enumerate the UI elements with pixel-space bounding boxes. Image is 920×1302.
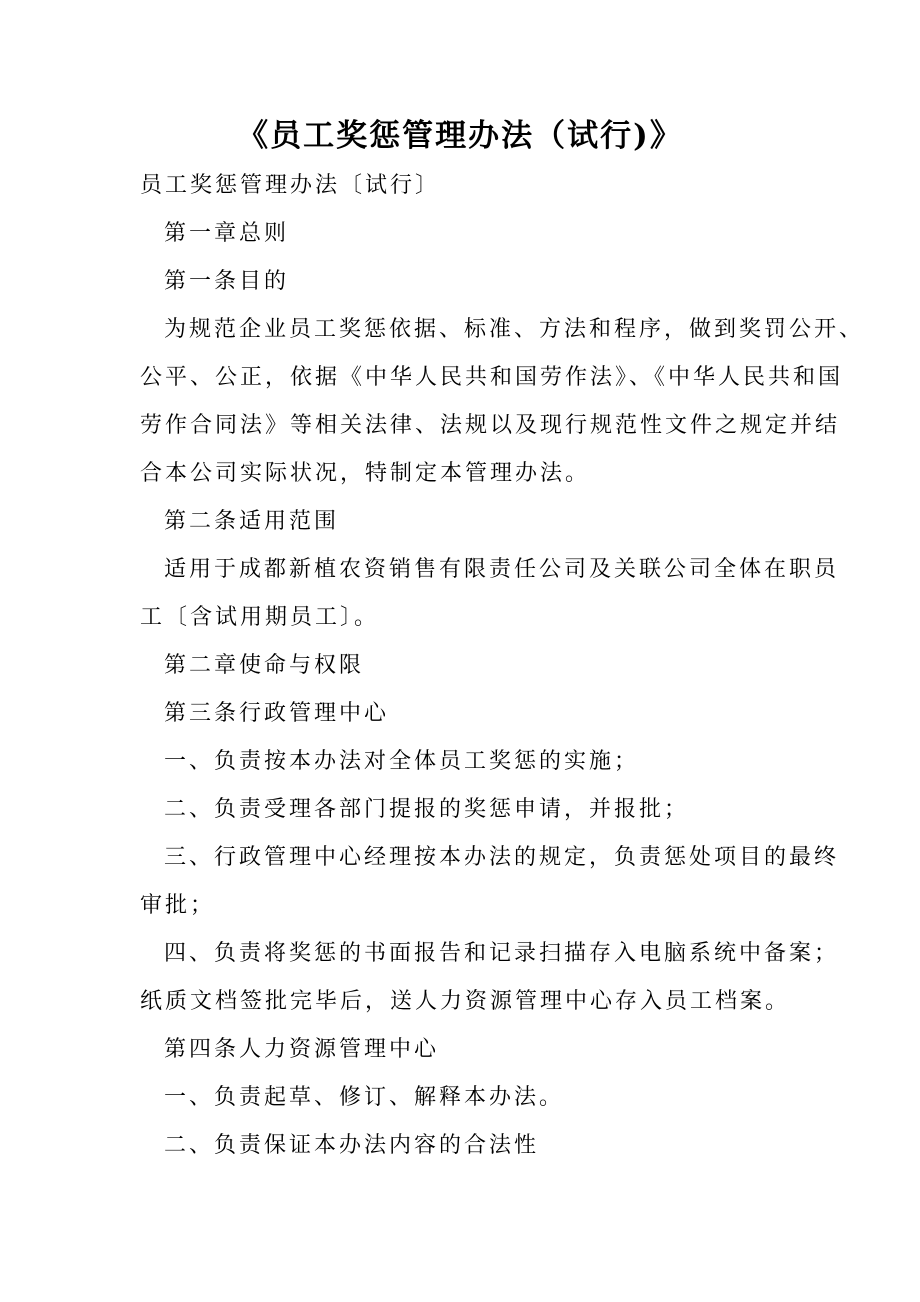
paragraph-line: 适用于成都新植农资销售有限责任公司及关联公司全体在职员 [164,557,840,582]
paragraph-line: 第三条行政管理中心 [164,701,390,726]
document-body [140,162,865,1170]
paragraph-line: 为规范企业员工奖惩依据、标准、方法和程序，做到奖罚公开、 [164,317,865,342]
paragraph-line: 第一章总则 [164,221,290,246]
paragraph-line: 三、行政管理中心经理按本办法的规定，负责惩处项目的最终 [164,845,840,870]
paragraph-line: 纸质文档签批完毕后，送人力资源管理中心存入员工档案。 [140,989,791,1014]
paragraph-line: 四、负责将奖惩的书面报告和记录扫描存入电脑系统中备案； [164,941,840,966]
paragraph-line: 二、负责保证本办法内容的合法性 [164,1133,540,1158]
paragraph-line: 第二章使命与权限 [164,653,365,678]
paragraph-line: 员工奖惩管理办法〔试行〕 [140,173,441,198]
paragraph-line: 合本公司实际状况，特制定本管理办法。 [140,461,591,486]
paragraph-line: 第二条适用范围 [164,509,340,534]
paragraph-line: 二、负责受理各部门提报的奖惩申请，并报批； [164,797,690,822]
paragraph-line: 一、负责起草、修订、解释本办法。 [164,1085,565,1110]
paragraph-line: 劳作合同法》等相关法律、法规以及现行规范性文件之规定并结 [140,413,841,438]
paragraph-line: 第一条目的 [164,269,290,294]
paragraph-line: 第四条人力资源管理中心 [164,1037,440,1062]
paragraph-line: 审批； [140,893,216,918]
document-title: 《员工奖惩管理办法（试行)》 [237,118,683,154]
paragraph-line: 公平、公正，依据《中华人民共和国劳作法》、《中华人民共和国 [140,365,844,390]
paragraph-line: 一、负责按本办法对全体员工奖惩的实施； [164,749,640,774]
paragraph-line: 工〔含试用期员工〕。 [140,605,380,630]
